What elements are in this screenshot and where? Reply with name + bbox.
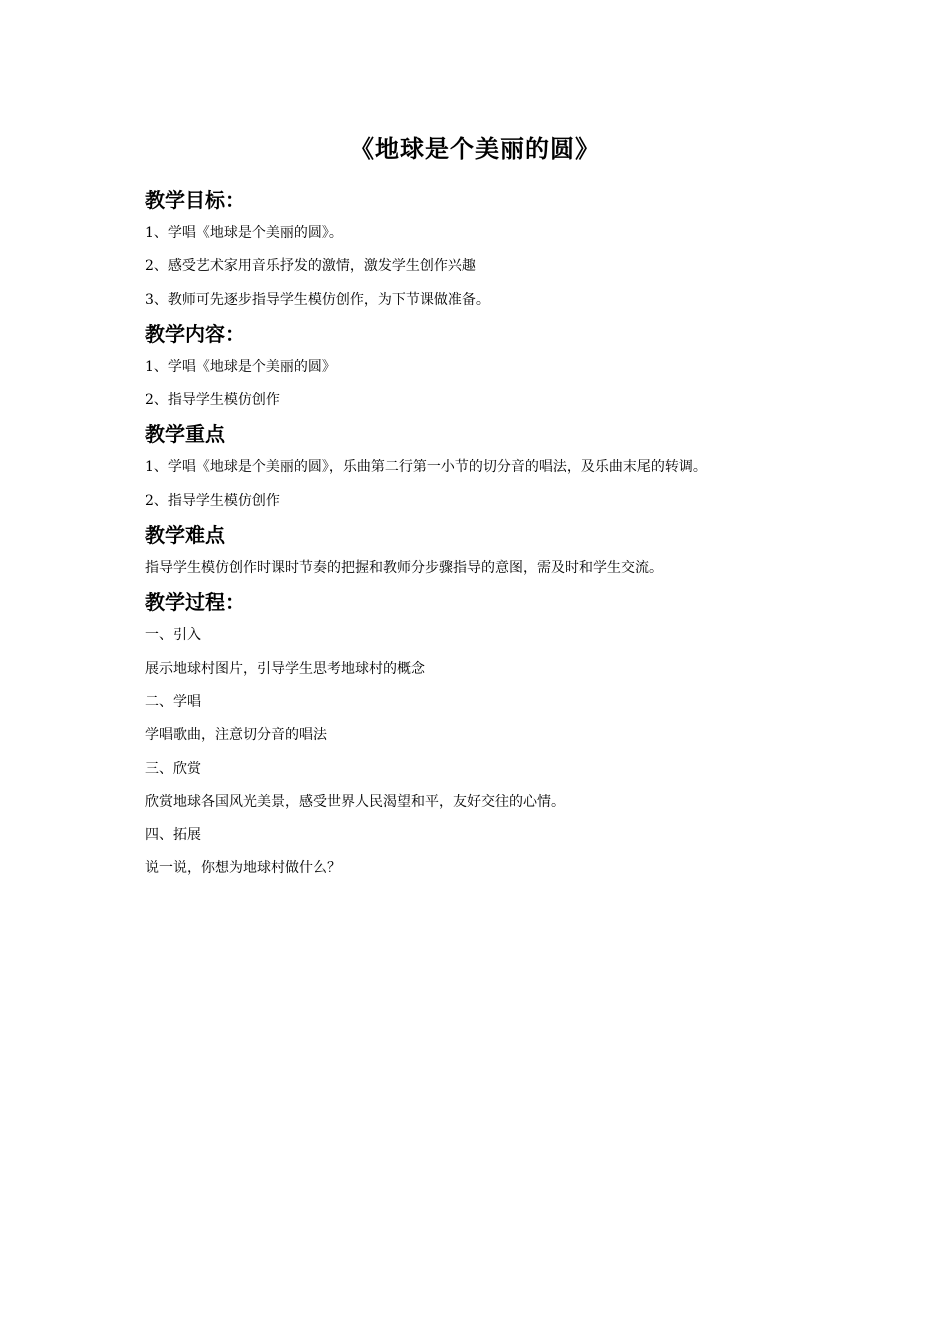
paragraph-line: 2、指导学生模仿创作 — [145, 492, 280, 509]
paragraph-line: 2、感受艺术家用音乐抒发的激情，激发学生创作兴趣 — [145, 258, 476, 275]
paragraph-line: 1、学唱《地球是个美丽的圆》，乐曲第二行第一小节的切分音的唱法，及乐曲末尾的转调。 — [145, 459, 707, 476]
paragraph-line: 2、指导学生模仿创作 — [145, 392, 280, 409]
paragraph-line: 三、欣赏 — [145, 760, 201, 777]
section-heading: 教学过程： — [145, 590, 245, 615]
section-teaching-process — [145, 585, 845, 885]
paragraph-line: 指导学生模仿创作时课时节奏的把握和教师分步骤指导的意图，需及时和学生交流。 — [145, 560, 663, 577]
section-heading: 教学难点 — [145, 523, 225, 548]
paragraph-line: 1、学唱《地球是个美丽的圆》。 — [145, 225, 343, 241]
section-heading: 教学重点 — [145, 422, 225, 447]
paragraph-line: 二、学唱 — [145, 693, 201, 710]
section-teaching-content — [145, 317, 845, 418]
section-heading: 教学目标： — [145, 188, 245, 212]
section-teaching-difficulty — [145, 518, 845, 585]
paragraph-line: 展示地球村图片，引导学生思考地球村的概念 — [145, 660, 425, 677]
paragraph-line: 四、拓展 — [145, 827, 201, 844]
paragraph-line: 一、引入 — [145, 627, 201, 644]
document-body — [145, 183, 845, 886]
paragraph-line: 学唱歌曲，注意切分音的唱法 — [145, 727, 327, 744]
document-title: 《地球是个美丽的圆》 — [350, 134, 600, 163]
section-teaching-goals — [145, 183, 845, 317]
section-teaching-focus — [145, 417, 845, 518]
paragraph-line: 3、教师可先逐步指导学生模仿创作，为下节课做准备。 — [145, 291, 490, 308]
paragraph-line: 欣赏地球各国风光美景，感受世界人民渴望和平，友好交往的心情。 — [145, 793, 565, 810]
paragraph-line: 说一说，你想为地球村做什么？ — [145, 860, 341, 877]
section-heading: 教学内容： — [145, 321, 245, 346]
paragraph-line: 1、学唱《地球是个美丽的圆》 — [145, 358, 336, 375]
